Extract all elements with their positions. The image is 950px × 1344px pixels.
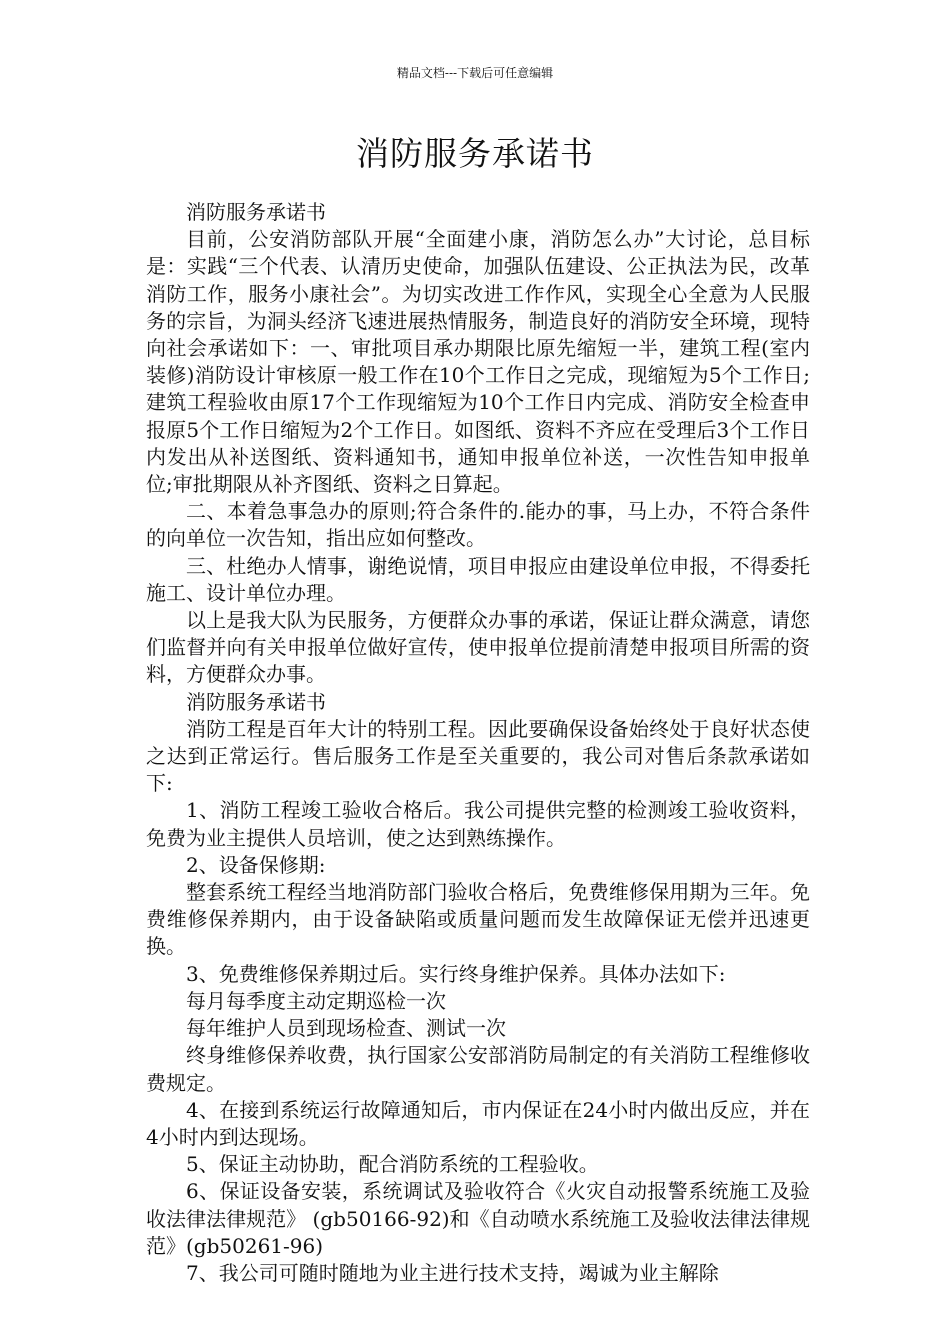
document-title: 消防服务承诺书 bbox=[356, 134, 594, 173]
paragraph: 整套系统工程经当地消防部门验收合格后，免费维修保用期为三年。免费维修保养期内，由于设备缺陷或质量问题而发生故障保证无偿并迅速更换。 bbox=[146, 880, 810, 959]
paragraph: 2、设备保修期: bbox=[186, 852, 326, 877]
paragraph: 二、本着急事急办的原则;符合条件的.能办的事，马上办，不符合条件的向单位一次告知，指出应如何整改。 bbox=[146, 499, 810, 551]
paragraph: 消防服务承诺书 bbox=[186, 689, 326, 714]
document-body bbox=[146, 199, 810, 1287]
paragraph: 消防工程是百年大计的特别工程。因此要确保设备始终处于良好状态使之达到正常运行。售后服务工作是至关重要的，我公司对售后条款承诺如下: bbox=[146, 716, 810, 796]
paragraph: 1、消防工程竣工验收合格后。我公司提供完整的检测竣工验收资料，免费为业主提供人员培训，使之达到熟练操作。 bbox=[146, 798, 810, 850]
paragraph: 每月每季度主动定期巡检一次 bbox=[186, 988, 446, 1013]
paragraph: 3、免费维修保养期过后。实行终身维护保养。具体办法如下: bbox=[186, 961, 726, 986]
paragraph: 4、在接到系统运行故障通知后，市内保证在24小时内做出反应，并在4小时内到达现场。 bbox=[146, 1097, 810, 1149]
paragraph: 6、保证设备安装，系统调试及验收符合《火灾自动报警系统施工及验收法律法律规范》 (gb50166-92)和《自动喷水系统施工及验收法律法律规范》(gb50261-96) bbox=[146, 1179, 810, 1258]
paragraph: 目前，公安消防部队开展“全面建小康，消防怎么办”大讨论，总目标是：实践“三个代表、认清历史使命，加强队伍建设、公正执法为民，改革消防工作，服务小康社会”。为切实改进工作作风，实现全心全意为人民服务的宗旨，为洞头经济飞速进展热情服务，制造良好的消防安全环境，现特向社会承诺如下：一、审批项目承办期限比原先缩短一半，建筑工程(室内装修)消防设计审核原一般工作在10个工作日之完成，现缩短为5个工作日;建筑工程验收由原17个工作现缩短为10个工作日内完成、消防安全检查申报原5个工作日缩短为2个工作日。如图纸、资料不齐应在受理后3个工作日内发出从补送图纸、资料通知书，通知申报单位补送，一次性告知申报单位;审批期限从补齐图纸、资料之日算起。 bbox=[146, 227, 810, 497]
paragraph: 三、杜绝办人情事，谢绝说情，项目申报应由建设单位申报，不得委托施工、设计单位办理。 bbox=[146, 553, 810, 605]
paragraph: 以上是我大队为民服务，方便群众办事的承诺，保证让群众满意，请您们监督并向有关申报单位做好宣传，使申报单位提前清楚申报项目所需的资料，方便群众办事。 bbox=[146, 608, 810, 687]
paragraph: 每年维护人员到现场检查、测试一次 bbox=[186, 1016, 506, 1041]
paragraph: 5、保证主动协助，配合消防系统的工程验收。 bbox=[186, 1152, 599, 1177]
header-note: 精品文档---下载后可任意编辑 bbox=[396, 66, 554, 80]
paragraph: 7、我公司可随时随地为业主进行技术支持，竭诚为业主解除 bbox=[186, 1260, 719, 1285]
paragraph: 终身维修保养收费，执行国家公安部消防局制定的有关消防工程维修收费规定。 bbox=[146, 1043, 810, 1095]
paragraph: 消防服务承诺书 bbox=[186, 200, 326, 224]
